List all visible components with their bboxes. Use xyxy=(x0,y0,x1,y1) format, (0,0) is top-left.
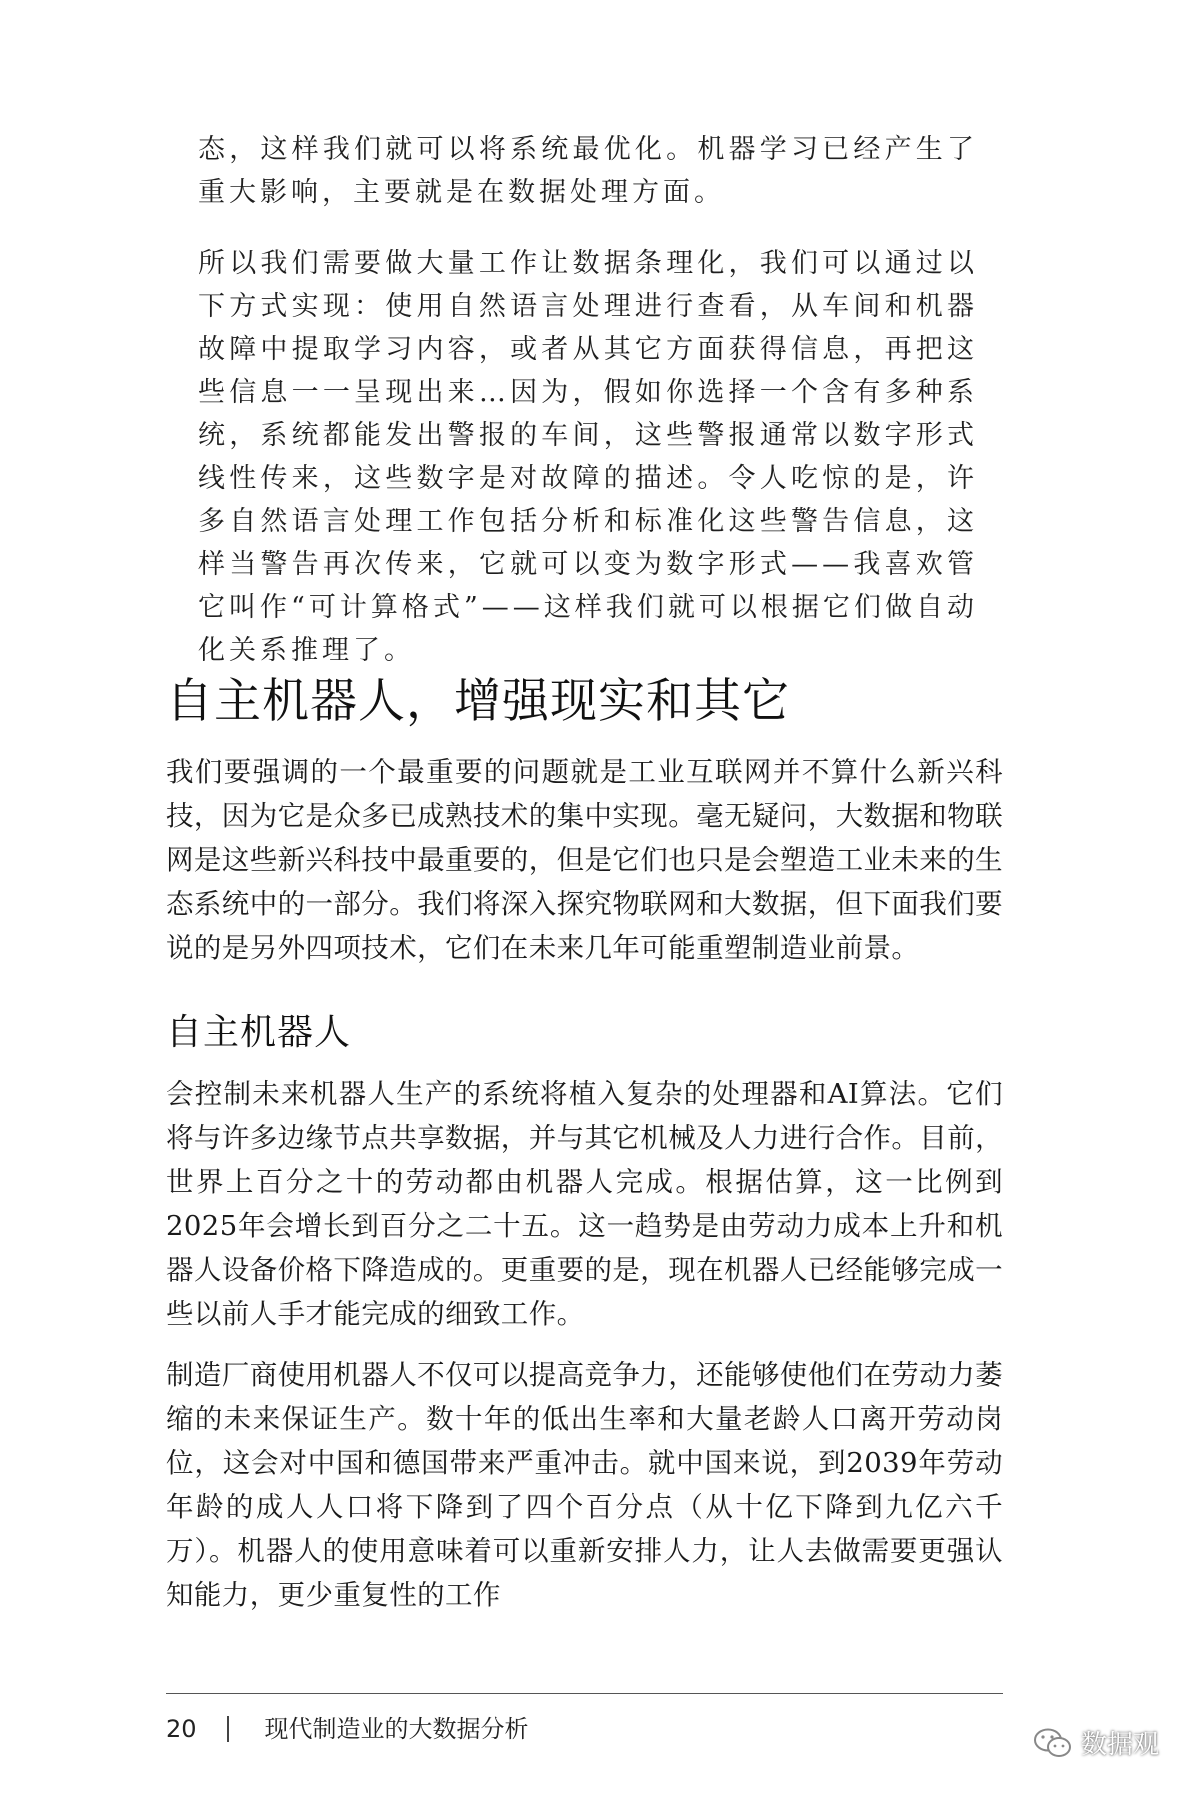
subsection-paragraph-1: 会控制未来机器人生产的系统将植入复杂的处理器和AI算法。它们将与许多边缘节点共享数据，并与其它机械及人力进行合作。目前，世界上百分之十的劳动都由机器人完成。根据估算，这一比例到2025年会增长到百分之二十五。这一趋势是由劳动力成本上升和机器人设备价格下降造成的。更重要的是，现在机器人已经能够完成一些以前人手才能完成的细致工作。 xyxy=(166,1078,1003,1330)
quote-paragraph-2: 所以我们需要做大量工作让数据条理化，我们可以通过以下方式实现：使用自然语言处理进行查看，从车间和机器故障中提取学习内容，或者从其它方面获得信息，再把这些信息一一呈现出来…因为，假如你选择一个含有多种系统，系统都能发出警报的车间，这些警报通常以数字形式线性传来，这些数字是对故障的描述。令人吃惊的是，许多自然语言处理工作包括分析和标准化这些警告信息，这样当警告再次传来，它就可以变为数字形式——我喜欢管它叫作“可计算格式”——这样我们就可以根据它们做自动化关系推理了。 xyxy=(198,248,978,666)
quote-paragraph-1: 态，这样我们就可以将系统最优化。机器学习已经产生了重大影响，主要就是在数据处理方面。 xyxy=(198,134,978,208)
page-footer xyxy=(166,1713,529,1745)
wechat-icon xyxy=(1033,1727,1073,1759)
page-number: 20 xyxy=(166,1715,197,1743)
section-heading: 自主机器人，增强现实和其它 xyxy=(166,674,790,729)
section-paragraph: 我们要强调的一个最重要的问题就是工业互联网并不算什么新兴科技，因为它是众多已成熟技术的集中实现。毫无疑问，大数据和物联网是这些新兴科技中最重要的，但是它们也只是会塑造工业未来的生态系统中的一部分。我们将深入探究物联网和大数据，但下面我们要说的是另外四项技术，它们在未来几年可能重塑制造业前景。 xyxy=(166,756,1003,964)
footer-rule xyxy=(166,1693,1003,1694)
subsection-heading: 自主机器人 xyxy=(166,1012,352,1053)
subsection-paragraph-2: 制造厂商使用机器人不仅可以提高竞争力，还能够使他们在劳动力萎缩的未来保证生产。数十年的低出生率和大量老龄人口离开劳动岗位，这会对中国和德国带来严重冲击。就中国来说，到2039年劳动年龄的成人人口将下降到了四个百分点（从十亿下降到九亿六千万）。机器人的使用意味着可以重新安排人力，让人去做需要更强认知能力，更少重复性的工作 xyxy=(166,1359,1003,1611)
watermark xyxy=(1033,1724,1159,1761)
watermark-label: 数据观 xyxy=(1081,1730,1160,1760)
footer-separator xyxy=(227,1716,229,1742)
book-title: 现代制造业的大数据分析 xyxy=(264,1715,529,1743)
